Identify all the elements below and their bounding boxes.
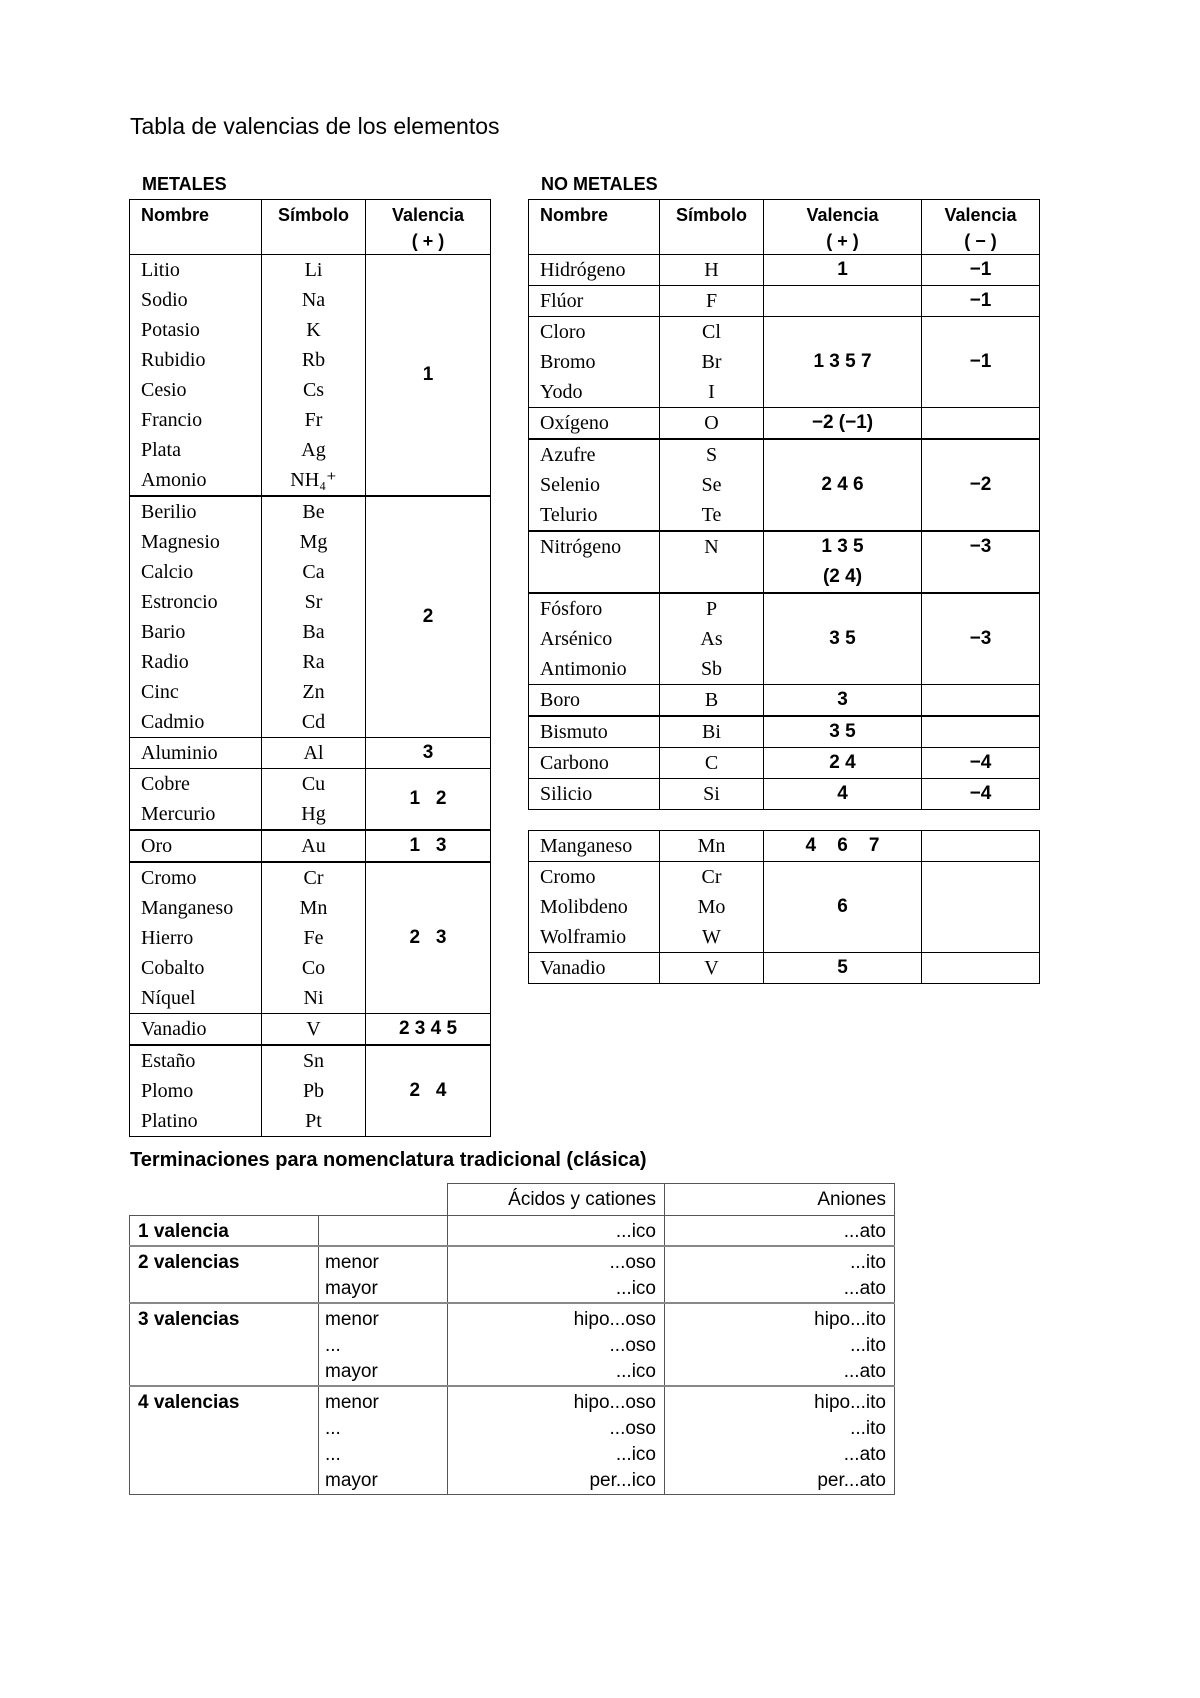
element-name: Estroncio: [141, 591, 218, 613]
element-symbol: Li: [304, 259, 323, 281]
element-name: Hidrógeno: [540, 259, 626, 281]
no-metales-header-valencia-neg: [922, 200, 1040, 255]
terminaciones-sub-item: ...: [325, 1444, 341, 1465]
no-metales-valence-neg-cell: −2: [922, 439, 1040, 531]
terminaciones-aniones-cell: [665, 1303, 895, 1386]
no-metales-valence-pos-cell: [764, 685, 922, 717]
metales-valence-cell: 2 3: [366, 862, 491, 1014]
terminaciones-aniones-cell: [665, 1246, 895, 1303]
terminaciones-sub-cell: [319, 1386, 448, 1495]
metales-names-cell: [130, 255, 262, 497]
page-title: Tabla de valencias de los elementos: [130, 113, 500, 139]
metales-symbols-cell: [262, 1014, 366, 1046]
no-metales-names-cell: [529, 748, 660, 779]
no-metales-names-cell: [529, 685, 660, 717]
metales-group-row: [130, 769, 491, 831]
metales-table: [129, 199, 491, 1137]
element-symbol: Zn: [302, 681, 325, 703]
element-symbol: Mg: [299, 531, 328, 553]
metales-names-cell: [130, 738, 262, 769]
terminaciones-aniones-item: hipo...ito: [814, 1392, 886, 1413]
terminaciones-aniones-item: ...ato: [843, 1361, 886, 1382]
transicion-symbols-cell: [660, 953, 764, 984]
no-metales-group-row: [529, 408, 1040, 440]
element-name: Berilio: [141, 501, 197, 523]
no-metales-symbols-cell: [660, 255, 764, 286]
terminaciones-row: [130, 1246, 895, 1303]
valence-positive: 3 5: [829, 628, 856, 649]
element-name: Cromo: [540, 866, 596, 888]
no-metales-header-valencia-pos: [764, 200, 922, 255]
element-name: Carbono: [540, 752, 609, 774]
terminaciones-acidos-cell: [448, 1386, 665, 1495]
terminaciones-sub-item: mayor: [325, 1470, 378, 1491]
no-metales-group-row: [529, 439, 1040, 531]
element-symbol: Cd: [301, 711, 326, 733]
no-metales-names-cell: [529, 531, 660, 593]
valence-positive: 1 3 5 7: [813, 351, 872, 372]
no-metales-symbols-cell: [660, 286, 764, 317]
metales-symbols-cell: [262, 1045, 366, 1137]
valence-positive: −2 (−1): [811, 412, 874, 433]
element-symbol: V: [306, 1018, 321, 1040]
element-name: Cloro: [540, 321, 586, 343]
transicion-group-row: [529, 862, 1040, 953]
element-symbol: Sr: [304, 591, 323, 613]
no-metales-symbols-cell: [660, 716, 764, 748]
element-name: Mercurio: [141, 803, 216, 825]
no-metales-valence-neg-cell: −4: [922, 748, 1040, 779]
no-metales-valence-pos-cell: [764, 317, 922, 408]
no-metales-valence-neg-cell: −1: [922, 317, 1040, 408]
element-symbol: As: [700, 628, 723, 650]
no-metales-valence-neg-cell: −3: [922, 593, 1040, 685]
element-symbol: W: [702, 926, 721, 948]
element-name: Selenio: [540, 474, 600, 496]
terminaciones-row-label: 2 valencias: [130, 1246, 319, 1303]
metales-header-valencia: [366, 200, 491, 255]
no-metales-group-row: [529, 286, 1040, 317]
no-metales-symbols-cell: [660, 593, 764, 685]
no-metales-valence-neg-cell: −3: [922, 531, 1040, 593]
terminaciones-sub-item: ...: [325, 1335, 341, 1356]
no-metales-names-cell: [529, 255, 660, 286]
no-metales-valence-neg-cell: [922, 408, 1040, 440]
metales-symbols-cell: [262, 769, 366, 831]
no-metales-valence-pos-cell: [764, 286, 922, 317]
element-name: Silicio: [540, 783, 593, 805]
metales-header-nombre: Nombre: [130, 200, 262, 255]
metales-symbols-cell: [262, 738, 366, 769]
no-metales-valence-pos-cell: [764, 779, 922, 810]
terminaciones-acidos-item: ...ico: [615, 1221, 656, 1242]
element-name: Radio: [141, 651, 189, 673]
element-name: Litio: [141, 259, 180, 281]
element-symbol: B: [704, 689, 719, 711]
metales-valence-cell: 2: [366, 496, 491, 738]
terminaciones-acidos-item: hipo...oso: [573, 1309, 656, 1330]
transicion-names-cell: [529, 862, 660, 953]
no-metales-symbols-cell: [660, 685, 764, 717]
no-metales-symbols-cell: [660, 408, 764, 440]
terminaciones-aniones-item: hipo...ito: [814, 1309, 886, 1330]
metales-symbols-cell: [262, 255, 366, 497]
terminaciones-aniones-cell: [665, 1386, 895, 1495]
element-symbol: Fe: [303, 927, 324, 949]
terminaciones-sub-item: mayor: [325, 1361, 378, 1382]
terminaciones-acidos-item: ...ico: [615, 1278, 656, 1299]
valence-positive: 1: [837, 259, 848, 280]
element-symbol: Se: [701, 474, 722, 496]
terminaciones-aniones-item: ...ato: [843, 1444, 886, 1465]
terminaciones-aniones-item: ...ito: [850, 1418, 886, 1439]
no-metales-names-cell: [529, 286, 660, 317]
no-metales-valence-neg-cell: −1: [922, 255, 1040, 286]
element-symbol: Cl: [702, 321, 721, 343]
terminaciones-sub-item: menor: [325, 1392, 379, 1413]
element-symbol: P: [705, 598, 718, 620]
metales-group-row: [130, 862, 491, 1014]
element-symbol: Fr: [304, 409, 323, 431]
transicion-valence-neg-cell: [922, 862, 1040, 953]
valence-positive: (2 4): [822, 566, 863, 587]
element-symbol: Al: [303, 742, 324, 764]
metales-group-row: [130, 738, 491, 769]
terminaciones-acidos-item: ...oso: [609, 1252, 656, 1273]
no-metales-valence-pos-cell: [764, 716, 922, 748]
no-metales-header-signo-pos: ( + ): [826, 231, 859, 251]
element-symbol: Na: [301, 289, 326, 311]
element-symbol: Ag: [301, 439, 326, 461]
metales-valence-cell: 2 3 4 5: [366, 1014, 491, 1046]
element-symbol: Br: [701, 351, 722, 373]
element-symbol: N: [704, 536, 719, 558]
transicion-valence-neg-cell: [922, 953, 1040, 984]
element-name: Vanadio: [540, 957, 606, 979]
no-metales-header-valencia-pos-text: Valencia: [806, 205, 879, 225]
terminaciones-acidos-cell: [448, 1246, 665, 1303]
no-metales-symbols-cell: [660, 531, 764, 593]
metales-names-cell: [130, 1045, 262, 1137]
element-symbol: Ca: [302, 561, 325, 583]
element-name: Platino: [141, 1110, 198, 1132]
terminaciones-acidos-item: ...oso: [609, 1418, 656, 1439]
element-symbol: V: [704, 957, 719, 979]
element-symbol: O: [704, 412, 719, 434]
element-symbol: Mo: [697, 896, 726, 918]
terminaciones-acidos-cell: [448, 1303, 665, 1386]
terminaciones-acidos-item: ...oso: [609, 1335, 656, 1356]
element-symbol: Ba: [302, 621, 325, 643]
terminaciones-aniones-item: ...ato: [843, 1278, 886, 1299]
metales-valence-cell: 1 2: [366, 769, 491, 831]
terminaciones-sub-cell: [319, 1246, 448, 1303]
transicion-valence-pos-cell: 4 6 7: [764, 831, 922, 862]
element-symbol: Bi: [702, 721, 721, 743]
element-name: Plomo: [141, 1080, 194, 1102]
element-name: Cinc: [141, 681, 179, 703]
terminaciones-header-aniones: Aniones: [665, 1184, 895, 1216]
terminaciones-row-label: 3 valencias: [130, 1303, 319, 1386]
metales-group-row: [130, 255, 491, 497]
element-name: Cadmio: [141, 711, 205, 733]
no-metales-group-row: [529, 779, 1040, 810]
no-metales-label: NO METALES: [541, 174, 658, 194]
no-metales-group-row: [529, 685, 1040, 717]
element-symbol: Au: [301, 835, 326, 857]
element-name: Rubidio: [141, 349, 206, 371]
element-name: Cromo: [141, 867, 197, 889]
no-metales-names-cell: [529, 779, 660, 810]
no-metales-names-cell: [529, 716, 660, 748]
transicion-valence-pos-cell: 6: [764, 862, 922, 953]
no-metales-valence-pos-cell: [764, 748, 922, 779]
element-name: Aluminio: [141, 742, 218, 764]
terminaciones-aniones-item: per...ato: [817, 1470, 886, 1491]
element-name: Telurio: [540, 504, 598, 526]
no-metales-table: [528, 199, 1040, 810]
terminaciones-aniones-item: ...ato: [843, 1221, 886, 1242]
element-symbol: Rb: [301, 349, 326, 371]
metales-names-cell: [130, 769, 262, 831]
element-name: Manganeso: [141, 897, 234, 919]
element-name: Antimonio: [540, 658, 627, 680]
element-name: Nitrógeno: [540, 536, 622, 558]
metales-symbols-cell: [262, 862, 366, 1014]
element-name: Níquel: [141, 987, 196, 1009]
element-name: Bario: [141, 621, 186, 643]
valence-positive: 2 4 6: [821, 474, 864, 495]
element-name: Calcio: [141, 561, 194, 583]
terminaciones-row: [130, 1303, 895, 1386]
element-name: Oro: [141, 835, 173, 857]
element-symbol: Cs: [302, 379, 325, 401]
element-name: Yodo: [540, 381, 583, 403]
element-symbol: NH₄⁺: [290, 469, 337, 491]
element-symbol: Mn: [299, 897, 328, 919]
no-metales-valence-pos-cell: [764, 593, 922, 685]
element-name: Vanadio: [141, 1018, 207, 1040]
transicion-valence-neg-cell: [922, 831, 1040, 862]
metales-header-signo: ( + ): [411, 231, 445, 251]
terminaciones-sub-item: mayor: [325, 1278, 378, 1299]
element-symbol: Te: [701, 504, 722, 526]
terminaciones-sub-item: [325, 1219, 447, 1245]
no-metales-group-row: [529, 255, 1040, 286]
terminaciones-row: [130, 1386, 895, 1495]
element-name: Fósforo: [540, 598, 603, 620]
element-name: Oxígeno: [540, 412, 609, 434]
element-name: Potasio: [141, 319, 200, 341]
element-symbol: K: [306, 319, 321, 341]
element-symbol: Si: [703, 783, 720, 805]
element-name: Azufre: [540, 444, 596, 466]
no-metales-symbols-cell: [660, 317, 764, 408]
element-name: Magnesio: [141, 531, 220, 553]
metales-group-row: [130, 496, 491, 738]
metales-valence-cell: 1 3: [366, 830, 491, 862]
no-metales-header-valencia-neg-text: Valencia: [944, 205, 1017, 225]
metales-label: METALES: [142, 174, 227, 194]
terminaciones-sub-item: menor: [325, 1252, 379, 1273]
no-metales-group-row: [529, 716, 1040, 748]
no-metales-symbols-cell: [660, 779, 764, 810]
valence-positive: 3: [837, 689, 848, 710]
terminaciones-sub-cell: [319, 1303, 448, 1386]
no-metales-names-cell: [529, 439, 660, 531]
metales-valence-cell: 1: [366, 255, 491, 497]
no-metales-header-nombre: Nombre: [529, 200, 660, 255]
element-symbol: Sn: [302, 1050, 325, 1072]
element-symbol: Ni: [303, 987, 324, 1009]
terminaciones-aniones-cell: [665, 1216, 895, 1247]
transicion-names-cell: [529, 831, 660, 862]
metales-group-row: [130, 830, 491, 862]
no-metales-valence-neg-cell: [922, 685, 1040, 717]
valence-positive: 2 4: [829, 752, 856, 773]
no-metales-valence-neg-cell: [922, 716, 1040, 748]
no-metales-header-signo-neg: ( − ): [964, 231, 997, 251]
no-metales-group-row: [529, 531, 1040, 593]
element-name: Manganeso: [540, 835, 633, 857]
element-symbol: C: [704, 752, 719, 774]
metales-names-cell: [130, 1014, 262, 1046]
element-name: Cobre: [141, 773, 190, 795]
transicion-group-row: [529, 953, 1040, 984]
terminaciones-header-acidos: Ácidos y cationes: [448, 1184, 665, 1216]
element-name: Bismuto: [540, 721, 608, 743]
element-name: Cobalto: [141, 957, 205, 979]
terminaciones-row-label: 1 valencia: [130, 1216, 319, 1247]
element-name: Cesio: [141, 379, 187, 401]
no-metales-group-row: [529, 593, 1040, 685]
no-metales-valence-pos-cell: [764, 255, 922, 286]
transicion-symbols-cell: [660, 831, 764, 862]
terminaciones-sub-cell: [319, 1216, 448, 1247]
no-metales-names-cell: [529, 317, 660, 408]
no-metales-valence-neg-cell: −4: [922, 779, 1040, 810]
no-metales-symbols-cell: [660, 439, 764, 531]
element-symbol: Sb: [700, 658, 723, 680]
metales-group-row: [130, 1014, 491, 1046]
no-metales-names-cell: [529, 408, 660, 440]
metales-header-valencia-text: Valencia: [391, 205, 465, 225]
metales-valence-cell: 2 4: [366, 1045, 491, 1137]
metales-group-row: [130, 1045, 491, 1137]
element-name: Bromo: [540, 351, 596, 373]
element-symbol: Ra: [302, 651, 325, 673]
metales-names-cell: [130, 496, 262, 738]
terminaciones-aniones-item: ...ito: [850, 1335, 886, 1356]
transicion-symbols-cell: [660, 862, 764, 953]
transicion-valence-pos-cell: 5: [764, 953, 922, 984]
no-metales-group-row: [529, 748, 1040, 779]
terminaciones-acidos-cell: [448, 1216, 665, 1247]
valence-positive: [764, 286, 921, 316]
element-name: Sodio: [141, 289, 188, 311]
valence-positive: 1 3 5: [821, 536, 864, 557]
element-name: Molibdeno: [540, 896, 628, 918]
terminaciones-header-blank-2: [319, 1184, 448, 1216]
no-metales-symbols-cell: [660, 748, 764, 779]
element-name: Arsénico: [540, 628, 613, 650]
element-symbol: H: [704, 259, 719, 281]
metales-valence-cell: 3: [366, 738, 491, 769]
metales-header-simbolo: Símbolo: [262, 200, 366, 255]
no-metales-group-row: [529, 317, 1040, 408]
terminaciones-header-blank: [130, 1184, 319, 1216]
terminaciones-row-label: 4 valencias: [130, 1386, 319, 1495]
element-symbol: Hg: [301, 803, 326, 825]
terminaciones-acidos-item: hipo...oso: [573, 1392, 656, 1413]
element-name: Amonio: [141, 469, 207, 491]
element-symbol: Co: [301, 957, 326, 979]
terminaciones-acidos-item: per...ico: [589, 1470, 656, 1491]
metales-names-cell: [130, 830, 262, 862]
terminaciones-row: [130, 1216, 895, 1247]
no-metales-header-simbolo: Símbolo: [660, 200, 764, 255]
element-symbol: F: [705, 290, 718, 312]
element-symbol: S: [705, 444, 718, 466]
terminaciones-acidos-item: ...ico: [615, 1444, 656, 1465]
element-name: Hierro: [141, 927, 194, 949]
transicion-names-cell: [529, 953, 660, 984]
element-symbol: Cr: [701, 866, 722, 888]
metales-names-cell: [130, 862, 262, 1014]
valence-positive: 4: [837, 783, 848, 804]
element-name: Estaño: [141, 1050, 196, 1072]
terminaciones-aniones-item: ...ito: [850, 1252, 886, 1273]
metales-symbols-cell: [262, 830, 366, 862]
transicion-table: [528, 830, 1040, 984]
element-symbol: Cr: [303, 867, 324, 889]
no-metales-valence-neg-cell: −1: [922, 286, 1040, 317]
element-name: Wolframio: [540, 926, 627, 948]
element-name: Francio: [141, 409, 203, 431]
element-symbol: Pt: [305, 1110, 322, 1132]
terminaciones-sub-item: ...: [325, 1418, 341, 1439]
element-symbol: I: [708, 381, 715, 403]
element-symbol: Be: [302, 501, 325, 523]
element-symbol: Mn: [697, 835, 726, 857]
element-name: Flúor: [540, 290, 584, 312]
transicion-group-row: [529, 831, 1040, 862]
terminaciones-title: Terminaciones para nomenclatura tradicional (clásica): [130, 1149, 647, 1171]
terminaciones-acidos-item: ...ico: [615, 1361, 656, 1382]
valence-positive: 3 5: [829, 721, 856, 742]
no-metales-valence-pos-cell: [764, 439, 922, 531]
element-name: Boro: [540, 689, 580, 711]
metales-symbols-cell: [262, 496, 366, 738]
no-metales-names-cell: [529, 593, 660, 685]
no-metales-valence-pos-cell: [764, 408, 922, 440]
element-name: Plata: [141, 439, 181, 461]
terminaciones-sub-item: menor: [325, 1309, 379, 1330]
no-metales-valence-pos-cell: [764, 531, 922, 593]
terminaciones-table: [129, 1183, 895, 1495]
element-symbol: Cu: [301, 773, 326, 795]
element-symbol: Pb: [302, 1080, 325, 1102]
